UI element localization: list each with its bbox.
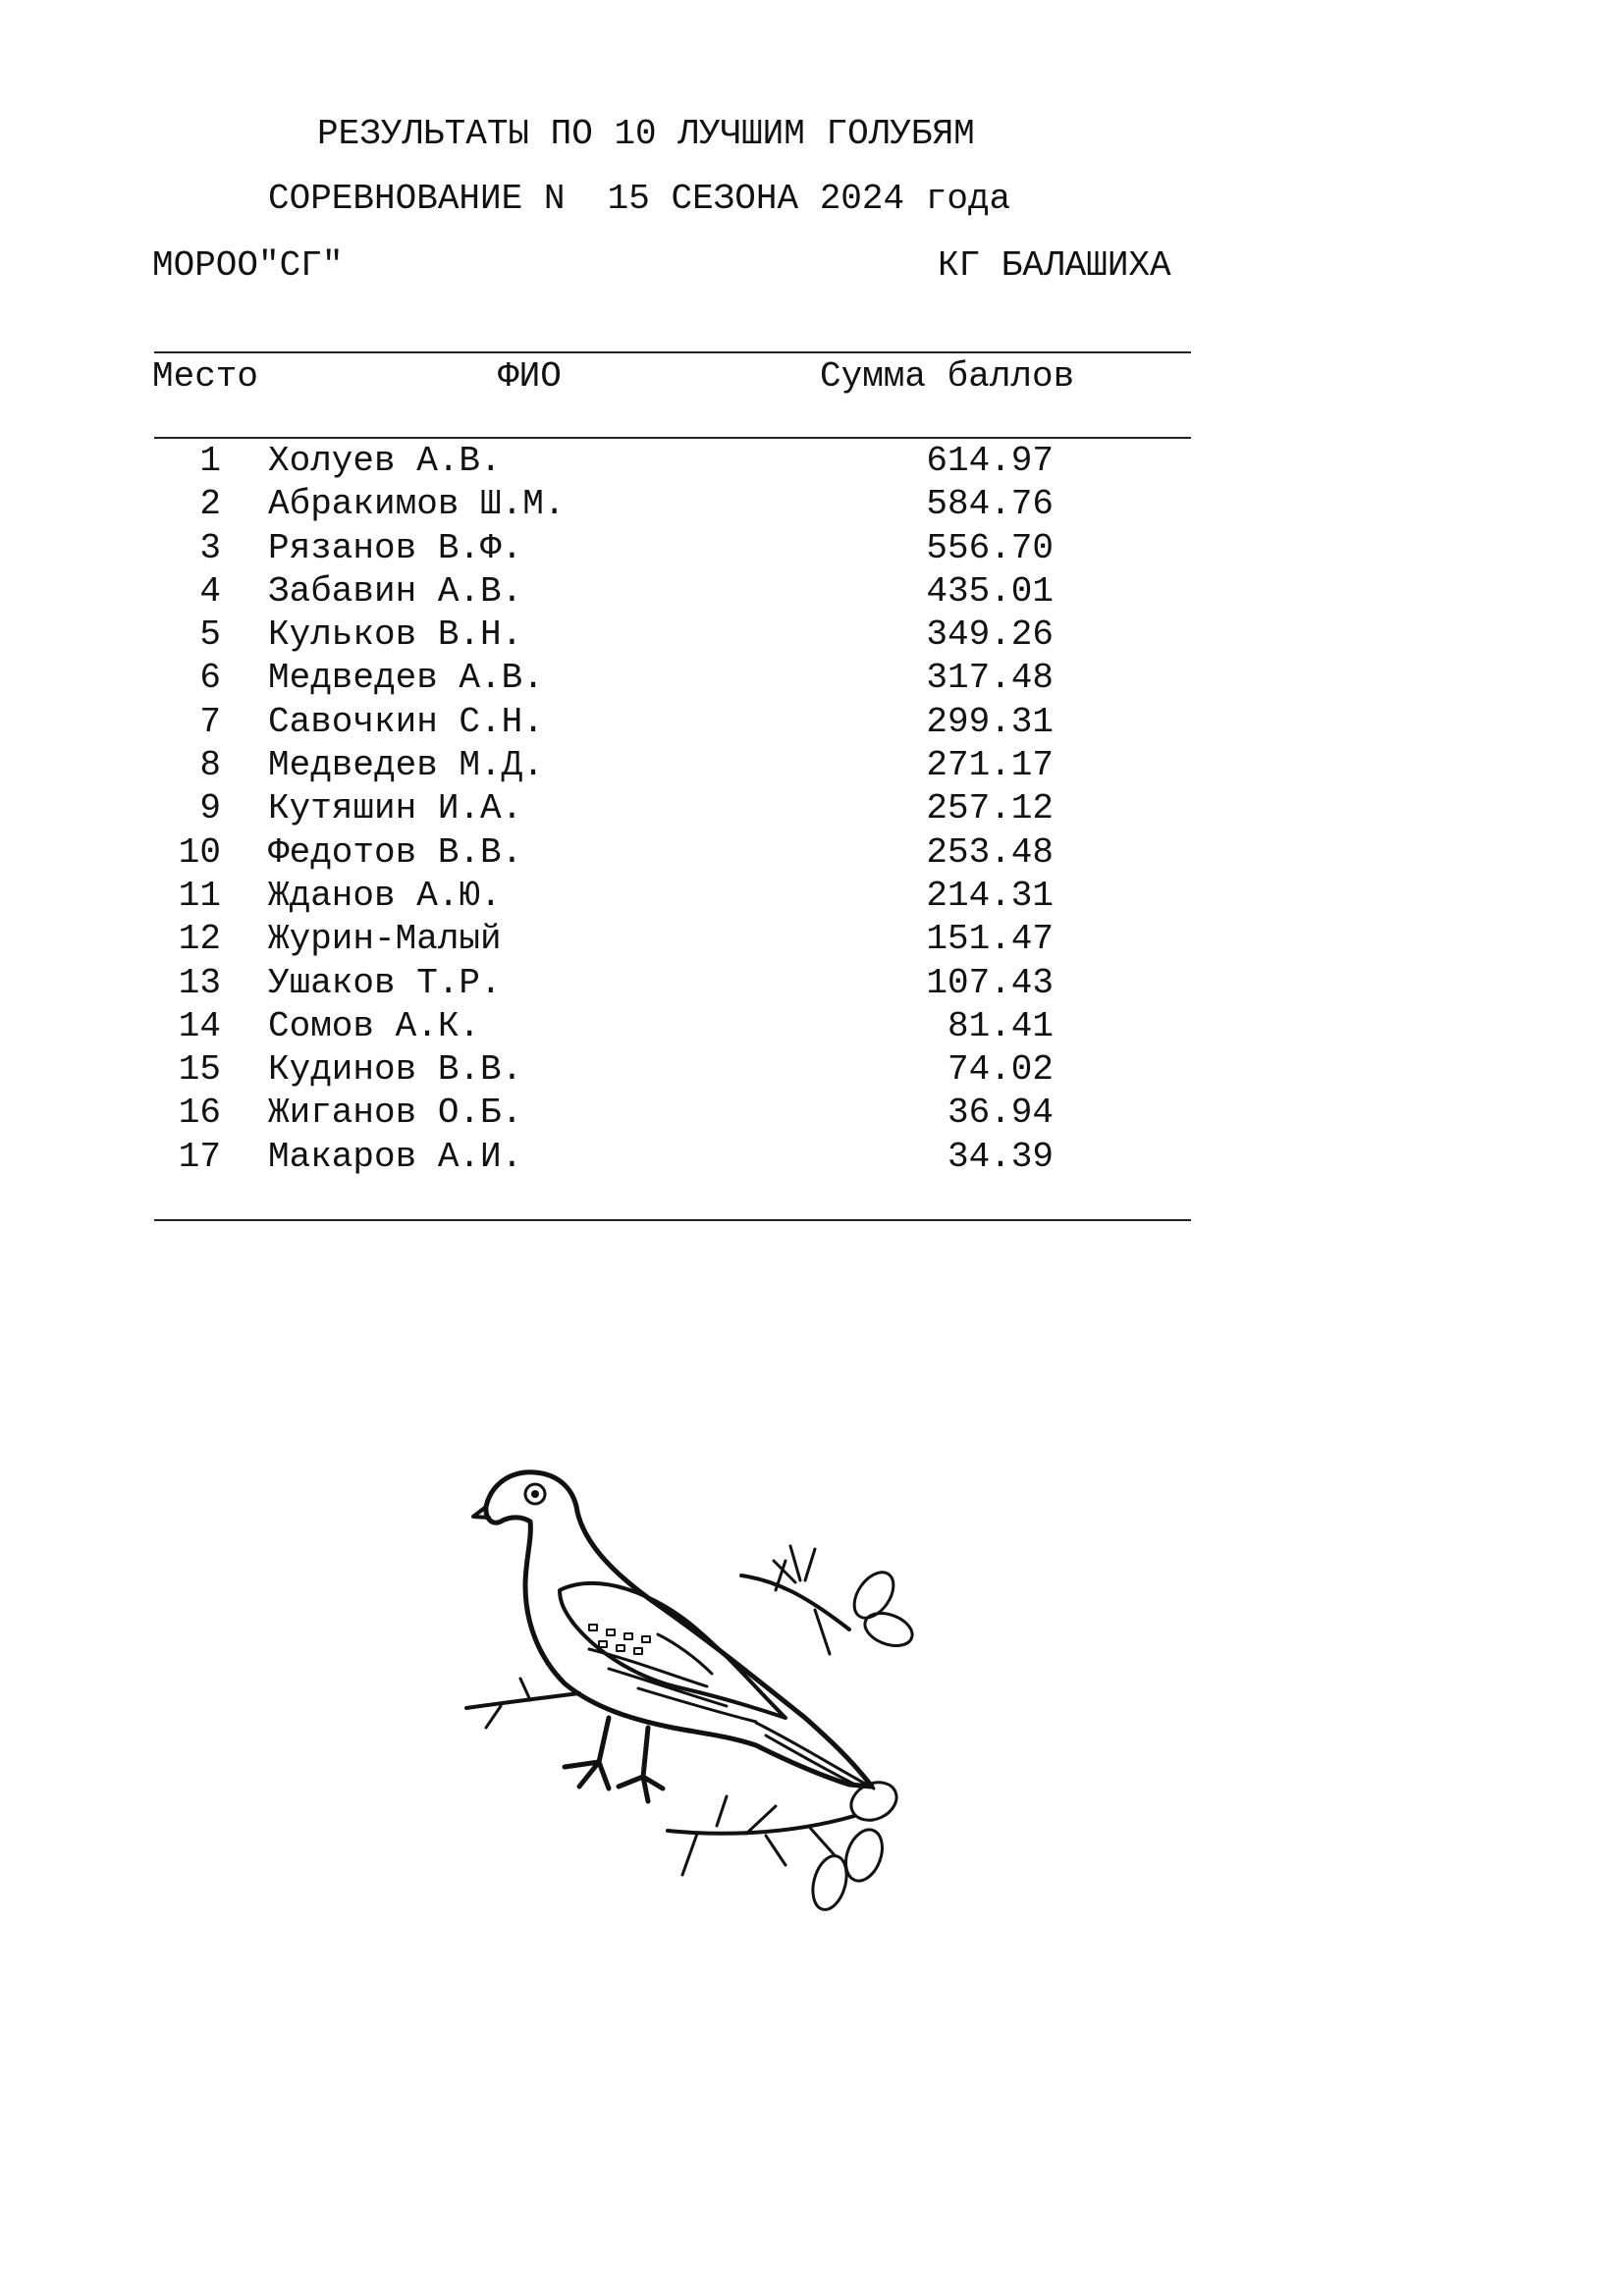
row-place: 1 bbox=[199, 441, 221, 481]
table-row bbox=[152, 962, 1193, 1005]
row-name: Холуев А.В. bbox=[268, 441, 502, 481]
row-place: 8 bbox=[199, 745, 221, 786]
row-name: Медведев А.В. bbox=[268, 658, 544, 699]
row-score: 349.26 bbox=[926, 614, 1054, 656]
column-header-score: Сумма баллов bbox=[820, 356, 1075, 397]
row-score: 271.17 bbox=[926, 745, 1054, 786]
row-score: 556.70 bbox=[926, 527, 1054, 568]
row-name: Федотов В.В. bbox=[268, 831, 523, 873]
row-score: 435.01 bbox=[926, 570, 1054, 612]
row-name: Рязанов В.Ф. bbox=[268, 527, 523, 568]
row-name: Савочкин С.Н. bbox=[268, 701, 544, 742]
row-name: Жданов А.Ю. bbox=[268, 875, 502, 916]
row-place: 10 bbox=[178, 831, 221, 873]
row-place: 11 bbox=[178, 875, 221, 916]
table-row bbox=[152, 483, 1193, 526]
row-score: 614.97 bbox=[926, 441, 1054, 481]
column-header-name: ФИО bbox=[498, 356, 562, 397]
table-row bbox=[152, 1048, 1193, 1092]
column-header-place: Место bbox=[152, 356, 259, 397]
row-name: Кутяшин И.А. bbox=[268, 788, 523, 829]
row-name: Жиганов О.Б. bbox=[268, 1093, 523, 1134]
row-place: 6 bbox=[199, 658, 221, 699]
row-score: 81.41 bbox=[947, 1005, 1054, 1046]
row-place: 15 bbox=[178, 1049, 221, 1091]
row-name: Кудинов В.В. bbox=[268, 1049, 523, 1091]
table-row bbox=[152, 527, 1193, 570]
row-place: 5 bbox=[199, 614, 221, 656]
table-row bbox=[152, 657, 1193, 700]
row-place: 3 bbox=[199, 527, 221, 568]
row-score: 34.39 bbox=[947, 1136, 1054, 1177]
row-score: 317.48 bbox=[926, 658, 1054, 699]
row-score: 36.94 bbox=[947, 1093, 1054, 1134]
row-place: 4 bbox=[199, 570, 221, 612]
table-top-rule bbox=[154, 351, 1191, 353]
row-place: 2 bbox=[199, 484, 221, 525]
table-row bbox=[152, 1092, 1193, 1135]
table-header-rule bbox=[154, 437, 1191, 439]
table-row bbox=[152, 701, 1193, 744]
club-name: КГ БАЛАШИХА bbox=[938, 245, 1171, 286]
organization-name: МОРОО"СГ" bbox=[152, 245, 344, 286]
row-score: 299.31 bbox=[926, 701, 1054, 742]
row-name: Макаров А.И. bbox=[268, 1136, 523, 1177]
report-title: РЕЗУЛЬТАТЫ ПО 10 ЛУЧШИМ ГОЛУБЯМ bbox=[317, 114, 975, 154]
table-row bbox=[152, 1136, 1193, 1179]
row-place: 7 bbox=[199, 701, 221, 742]
competition-subtitle: СОРЕВНОВАНИЕ N 15 СЕЗОНА 2024 года bbox=[268, 179, 1011, 219]
table-row bbox=[152, 440, 1193, 483]
row-place: 9 bbox=[199, 788, 221, 829]
table-bottom-rule bbox=[154, 1219, 1191, 1221]
pigeon-illustration bbox=[461, 1423, 933, 1944]
row-name: Сомов А.К. bbox=[268, 1005, 481, 1046]
table-row bbox=[152, 1005, 1193, 1048]
row-score: 253.48 bbox=[926, 831, 1054, 873]
row-place: 13 bbox=[178, 962, 221, 1003]
table-row bbox=[152, 787, 1193, 830]
table-row bbox=[152, 918, 1193, 961]
row-score: 74.02 bbox=[947, 1049, 1054, 1091]
row-score: 151.47 bbox=[926, 919, 1054, 960]
row-name: Журин-Малый bbox=[268, 919, 502, 960]
row-name: Абракимов Ш.М. bbox=[268, 484, 566, 525]
row-name: Забавин А.В. bbox=[268, 570, 523, 612]
row-name: Медведев М.Д. bbox=[268, 745, 544, 786]
table-row bbox=[152, 875, 1193, 918]
row-score: 214.31 bbox=[926, 875, 1054, 916]
table-row bbox=[152, 614, 1193, 657]
row-place: 17 bbox=[178, 1136, 221, 1177]
row-name: Кульков В.Н. bbox=[268, 614, 523, 656]
results-table bbox=[152, 440, 1193, 1179]
row-place: 14 bbox=[178, 1005, 221, 1046]
table-row bbox=[152, 744, 1193, 787]
row-score: 257.12 bbox=[926, 788, 1054, 829]
row-score: 584.76 bbox=[926, 484, 1054, 525]
row-name: Ушаков Т.Р. bbox=[268, 962, 502, 1003]
table-row bbox=[152, 831, 1193, 875]
row-place: 12 bbox=[178, 919, 221, 960]
row-score: 107.43 bbox=[926, 962, 1054, 1003]
row-place: 16 bbox=[178, 1093, 221, 1134]
table-row bbox=[152, 570, 1193, 614]
